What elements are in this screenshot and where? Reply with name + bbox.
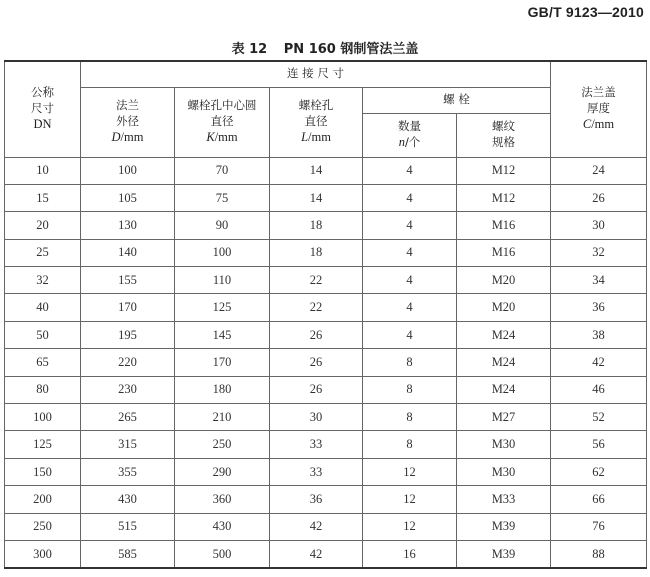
table-row <box>5 239 647 266</box>
cell-flange-od: 315 <box>81 431 175 458</box>
cell-bolt-thread: M20 <box>457 294 551 321</box>
cell-bolt-hole: 36 <box>270 486 363 513</box>
cell-dn: 250 <box>5 513 81 540</box>
header-flange-od <box>81 87 175 157</box>
table-row <box>5 267 647 294</box>
cell-flange-od: 170 <box>81 294 175 321</box>
header-dn-l2: 尺寸 <box>31 100 54 115</box>
cell-bolt-circle: 250 <box>175 431 270 458</box>
cell-bolt-circle: 180 <box>175 376 270 403</box>
cell-dn: 25 <box>5 239 81 266</box>
header-qty-sym: n <box>398 135 405 150</box>
header-bolt-circle-unit: /mm <box>214 130 238 145</box>
cell-bolt-thread: M20 <box>457 267 551 294</box>
cell-dn: 100 <box>5 404 81 431</box>
table-row <box>5 486 647 513</box>
header-dn-l1: 公称 <box>31 85 54 100</box>
cell-flange-od: 230 <box>81 376 175 403</box>
header-bolt-hole-l1: 螺栓孔 <box>298 98 334 113</box>
cell-dn: 150 <box>5 458 81 485</box>
table-number: 表 12 <box>231 42 268 57</box>
cell-thickness: 76 <box>551 513 647 540</box>
cell-bolt-hole: 42 <box>270 513 363 540</box>
cell-dn: 65 <box>5 349 81 376</box>
header-thickness-sym: C <box>582 117 592 132</box>
cell-flange-od: 155 <box>81 267 175 294</box>
header-bolt-hole <box>270 87 363 157</box>
cell-bolt-circle: 210 <box>175 404 270 431</box>
header-thread-l2: 规格 <box>492 135 515 149</box>
cell-dn: 32 <box>5 267 81 294</box>
cell-bolt-qty: 4 <box>363 157 457 184</box>
cell-thickness: 42 <box>551 349 647 376</box>
cell-bolt-qty: 4 <box>363 184 457 211</box>
cell-bolt-hole: 22 <box>270 294 363 321</box>
cell-bolt-circle: 125 <box>175 294 270 321</box>
header-thread-l1: 螺纹 <box>492 119 515 134</box>
cell-bolt-qty: 4 <box>363 294 457 321</box>
table-row <box>5 513 647 540</box>
table-caption <box>0 38 650 57</box>
cell-flange-od: 100 <box>81 157 175 184</box>
cell-dn: 200 <box>5 486 81 513</box>
header-dn-l3: DN <box>33 117 52 132</box>
cell-dn: 80 <box>5 376 81 403</box>
cell-thickness: 34 <box>551 267 647 294</box>
table-row <box>5 212 647 239</box>
cell-bolt-qty: 12 <box>363 486 457 513</box>
cell-thickness: 88 <box>551 540 647 568</box>
header-bolt-hole-l2: 直径 <box>304 113 328 128</box>
cell-bolt-circle: 110 <box>175 267 270 294</box>
cell-bolt-hole: 14 <box>270 157 363 184</box>
header-qty-l1: 数量 <box>398 118 421 133</box>
table-row <box>5 431 647 458</box>
header-thickness <box>551 61 647 157</box>
table-row <box>5 184 647 211</box>
cell-thickness: 62 <box>551 458 647 485</box>
cell-dn: 20 <box>5 212 81 239</box>
header-thickness-l1: 法兰盖 <box>581 85 616 100</box>
cell-thickness: 52 <box>551 404 647 431</box>
cell-bolt-thread: M24 <box>457 376 551 403</box>
cell-bolt-circle: 500 <box>175 540 270 568</box>
cell-flange-od: 265 <box>81 404 175 431</box>
cell-bolt-qty: 12 <box>363 458 457 485</box>
cell-flange-od: 220 <box>81 349 175 376</box>
header-thickness-l2: 厚度 <box>587 100 610 115</box>
cell-thickness: 24 <box>551 157 647 184</box>
header-flange-od-l1: 法兰 <box>116 98 139 113</box>
cell-bolt-thread: M39 <box>457 513 551 540</box>
cell-flange-od: 130 <box>81 212 175 239</box>
cell-bolt-circle: 90 <box>175 212 270 239</box>
header-connection: 连 接 尺 寸 <box>81 61 551 87</box>
cell-bolt-qty: 8 <box>363 404 457 431</box>
header-bolt-circle-l1: 螺栓孔中心圆 <box>187 98 257 113</box>
header-thickness-unit: /mm <box>591 117 615 132</box>
cell-bolt-qty: 4 <box>363 267 457 294</box>
cell-flange-od: 585 <box>81 540 175 568</box>
cell-bolt-hole: 18 <box>270 239 363 266</box>
table-row <box>5 404 647 431</box>
header-bolt-hole-unit: /mm <box>308 130 331 145</box>
cell-flange-od: 140 <box>81 239 175 266</box>
header-thread <box>457 113 551 157</box>
cell-bolt-thread: M16 <box>457 212 551 239</box>
cell-dn: 300 <box>5 540 81 568</box>
cell-bolt-thread: M39 <box>457 540 551 568</box>
cell-bolt-qty: 4 <box>363 321 457 348</box>
cell-bolt-hole: 26 <box>270 349 363 376</box>
cell-flange-od: 430 <box>81 486 175 513</box>
cell-bolt-qty: 16 <box>363 540 457 568</box>
cell-bolt-qty: 8 <box>363 376 457 403</box>
cell-bolt-thread: M12 <box>457 184 551 211</box>
header-bolt-hole-sym: L <box>301 130 309 145</box>
cell-bolt-thread: M30 <box>457 431 551 458</box>
cell-bolt-hole: 18 <box>270 212 363 239</box>
cell-flange-od: 515 <box>81 513 175 540</box>
cell-bolt-thread: M27 <box>457 404 551 431</box>
table-body <box>5 157 647 568</box>
table-row <box>5 294 647 321</box>
table-title: PN 160 钢制管法兰盖 <box>283 42 419 57</box>
cell-thickness: 26 <box>551 184 647 211</box>
table-row <box>5 458 647 485</box>
cell-bolt-thread: M24 <box>457 321 551 348</box>
cell-bolt-hole: 30 <box>270 404 363 431</box>
cell-flange-od: 355 <box>81 458 175 485</box>
cell-bolt-hole: 22 <box>270 267 363 294</box>
cell-bolt-thread: M24 <box>457 349 551 376</box>
header-qty <box>363 113 457 157</box>
cell-bolt-thread: M33 <box>457 486 551 513</box>
cell-bolt-qty: 8 <box>363 431 457 458</box>
cell-bolt-hole: 33 <box>270 431 363 458</box>
cell-bolt-hole: 33 <box>270 458 363 485</box>
cell-thickness: 56 <box>551 431 647 458</box>
header-dn <box>5 61 81 157</box>
header-bolt-circle-sym: K <box>206 130 215 145</box>
cell-flange-od: 195 <box>81 321 175 348</box>
header-flange-od-l2: 外径 <box>116 113 139 128</box>
cell-bolt-thread: M30 <box>457 458 551 485</box>
cell-thickness: 32 <box>551 239 647 266</box>
cell-bolt-qty: 4 <box>363 212 457 239</box>
cell-bolt-circle: 75 <box>175 184 270 211</box>
cell-bolt-qty: 12 <box>363 513 457 540</box>
header-bolt-circle <box>175 87 270 157</box>
table-row <box>5 376 647 403</box>
cell-bolt-circle: 360 <box>175 486 270 513</box>
cell-bolt-circle: 170 <box>175 349 270 376</box>
cell-dn: 15 <box>5 184 81 211</box>
cell-bolt-qty: 4 <box>363 239 457 266</box>
cell-bolt-hole: 14 <box>270 184 363 211</box>
cell-bolt-circle: 100 <box>175 239 270 266</box>
cell-bolt-hole: 26 <box>270 321 363 348</box>
flange-cover-table <box>4 60 647 569</box>
cell-thickness: 30 <box>551 212 647 239</box>
cell-dn: 40 <box>5 294 81 321</box>
table-row <box>5 349 647 376</box>
header-qty-unit: /个 <box>404 135 421 150</box>
cell-flange-od: 105 <box>81 184 175 211</box>
table-row <box>5 157 647 184</box>
cell-bolt-circle: 290 <box>175 458 270 485</box>
header-bolt: 螺 栓 <box>363 87 551 113</box>
cell-bolt-hole: 42 <box>270 540 363 568</box>
table-row <box>5 540 647 568</box>
cell-dn: 10 <box>5 157 81 184</box>
cell-bolt-thread: M16 <box>457 239 551 266</box>
cell-bolt-circle: 145 <box>175 321 270 348</box>
cell-thickness: 36 <box>551 294 647 321</box>
cell-bolt-qty: 8 <box>363 349 457 376</box>
cell-bolt-circle: 430 <box>175 513 270 540</box>
cell-thickness: 66 <box>551 486 647 513</box>
cell-thickness: 46 <box>551 376 647 403</box>
cell-bolt-hole: 26 <box>270 376 363 403</box>
cell-bolt-thread: M12 <box>457 157 551 184</box>
cell-bolt-circle: 70 <box>175 157 270 184</box>
cell-dn: 125 <box>5 431 81 458</box>
table-row <box>5 321 647 348</box>
header-flange-od-unit: /mm <box>120 130 144 145</box>
cell-dn: 50 <box>5 321 81 348</box>
cell-thickness: 38 <box>551 321 647 348</box>
header-bolt-circle-l2: 直径 <box>210 113 234 128</box>
header-flange-od-sym: D <box>111 130 121 145</box>
standard-code: GB/T 9123—2010 <box>527 4 644 20</box>
